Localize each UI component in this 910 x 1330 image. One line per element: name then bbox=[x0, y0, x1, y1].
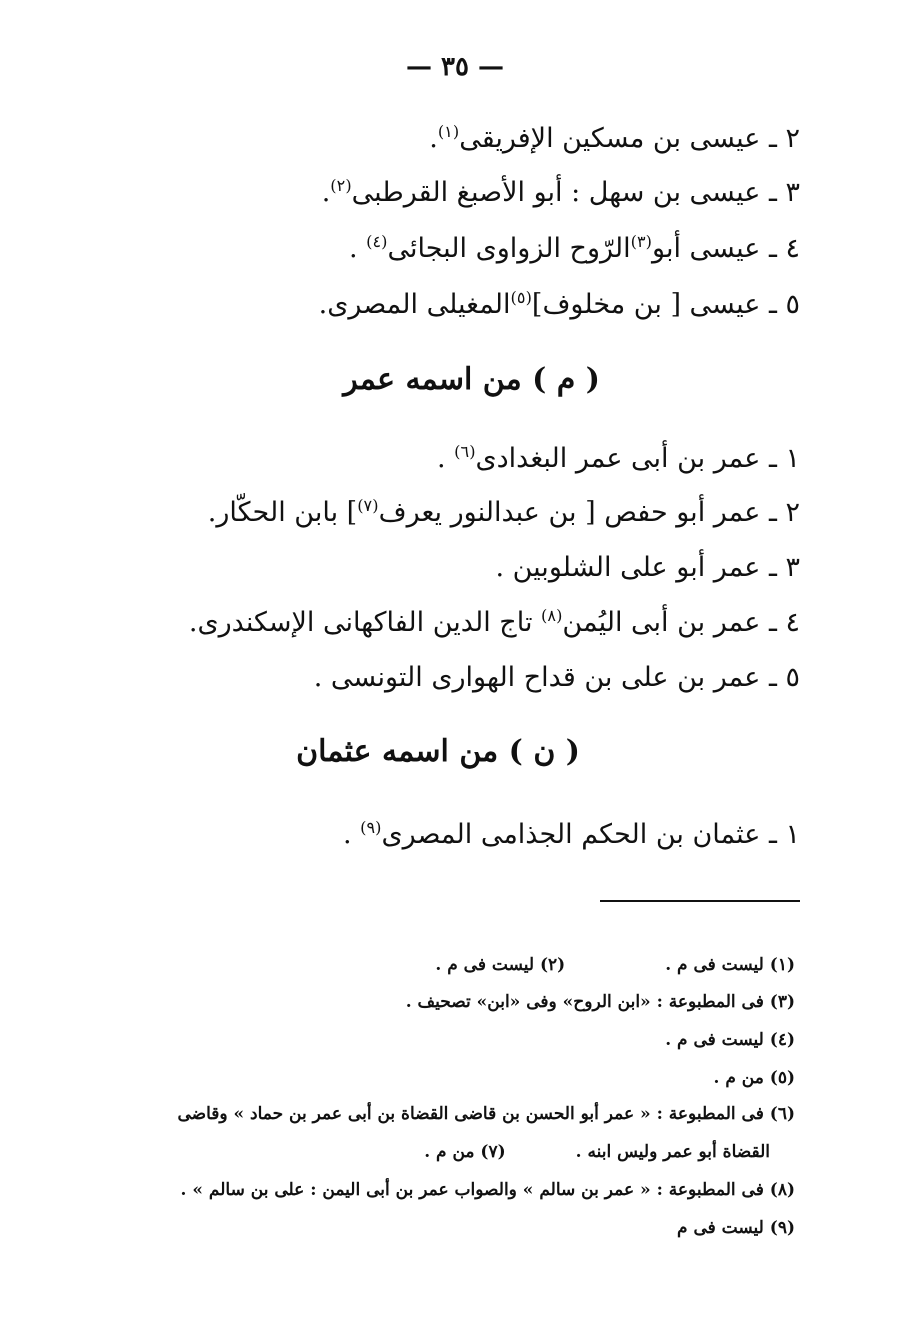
entry-text: ١ ـ عمر بن أبى عمر البغدادى bbox=[475, 443, 800, 474]
footnote-marker: (٧) bbox=[357, 496, 379, 515]
entry-text: ٣ ـ عمر أبو على الشلوبين bbox=[512, 552, 800, 583]
entry-end: . bbox=[207, 497, 217, 528]
footnote-1: (١) ليست فى م . bbox=[665, 955, 795, 975]
entry-end: . bbox=[429, 123, 438, 154]
entry-text: ٤ ـ عمر بن أبى اليُمن bbox=[562, 607, 800, 638]
section-heading-umar: ( م ) من اسمه عمر bbox=[343, 362, 600, 397]
entry-isa-5 bbox=[319, 288, 800, 320]
entry-umar-3 bbox=[495, 552, 800, 583]
footnote-2: (٢) ليست فى م . bbox=[435, 955, 566, 975]
footnote-marker: (١) bbox=[437, 122, 460, 141]
footnote-marker: (٦) bbox=[454, 442, 476, 461]
footnote-row-6-7 bbox=[424, 1142, 770, 1162]
footnote-marker: (٢) bbox=[330, 176, 352, 195]
entry-isa-2 bbox=[429, 122, 800, 154]
footnote-3: (٣) فى المطبوعة : «ابن الروح» وفى «ابن» تصحيف . bbox=[405, 992, 795, 1012]
entry-end: . bbox=[342, 819, 361, 850]
footnote-9: (٩) ليست فى م bbox=[677, 1218, 795, 1238]
footnote-5: (٥) من م . bbox=[713, 1068, 795, 1088]
entry-text: ٥ ـ عمر بن على بن قداح الهوارى التونسى bbox=[330, 662, 800, 693]
footnote-marker: (٣) bbox=[630, 232, 652, 251]
section-heading-uthman: ( ن ) من اسمه عثمان bbox=[296, 734, 580, 769]
entry-end: . bbox=[348, 233, 367, 264]
entry-isa-3 bbox=[322, 176, 800, 208]
entry-umar-1 bbox=[437, 442, 800, 474]
entry-end: . bbox=[495, 552, 513, 583]
entry-end: . bbox=[321, 177, 331, 208]
entry-text: ٢ ـ عمر أبو حفص [ بن عبدالنور يعرف bbox=[378, 497, 800, 528]
entry-text: ٥ ـ عيسى [ بن مخلوف] bbox=[531, 289, 800, 320]
entry-rest: الرّوح الزواوى البجائى bbox=[387, 233, 631, 264]
entry-umar-2 bbox=[208, 496, 800, 528]
entry-rest: تاج الدين الفاكهانى الإسكندرى bbox=[197, 607, 542, 638]
entry-umar-4 bbox=[189, 606, 800, 638]
footnote-6-continued: القضاة أبو عمر وليس ابنه . bbox=[575, 1142, 770, 1162]
entry-end: . bbox=[188, 607, 198, 638]
footnote-separator bbox=[600, 900, 800, 902]
entry-rest: المغيلى المصرى bbox=[327, 289, 511, 320]
entry-umar-5 bbox=[314, 662, 800, 693]
page-number: — ٣٥ — bbox=[405, 52, 505, 82]
entry-isa-4 bbox=[349, 232, 800, 264]
entry-uthman-1 bbox=[343, 818, 800, 850]
footnote-marker: (٨) bbox=[541, 606, 563, 625]
entry-text: ١ ـ عثمان بن الحكم الجذامى المصرى bbox=[381, 819, 800, 850]
entry-end: . bbox=[318, 289, 328, 320]
footnote-6: (٦) فى المطبوعة : « عمر أبو الحسن بن قاضى القضاة بن أبى عمر بن حماد » وقاضى bbox=[177, 1104, 795, 1124]
entry-text: ٣ ـ عيسى بن سهل : أبو الأصبغ القرطبى bbox=[351, 177, 800, 208]
footnote-marker: (٥) bbox=[510, 288, 532, 307]
entry-end: . bbox=[313, 662, 331, 693]
footnote-row-1-2 bbox=[435, 955, 795, 975]
entry-text: ٢ ـ عيسى بن مسكين الإفريقى bbox=[459, 123, 800, 154]
entry-rest: ] بابن الحكّار bbox=[216, 497, 358, 528]
footnote-marker: (٤) bbox=[366, 232, 388, 251]
entry-end: . bbox=[436, 443, 455, 474]
footnote-8: (٨) فى المطبوعة : « عمر بن سالم » والصواب عمر بن أبى اليمن : على بن سالم » . bbox=[180, 1180, 795, 1200]
entry-text: ٤ ـ عيسى أبو bbox=[652, 233, 800, 264]
footnote-marker: (٩) bbox=[360, 818, 382, 837]
footnote-4: (٤) ليست فى م . bbox=[665, 1030, 795, 1050]
footnote-7: (٧) من م . bbox=[424, 1142, 506, 1162]
